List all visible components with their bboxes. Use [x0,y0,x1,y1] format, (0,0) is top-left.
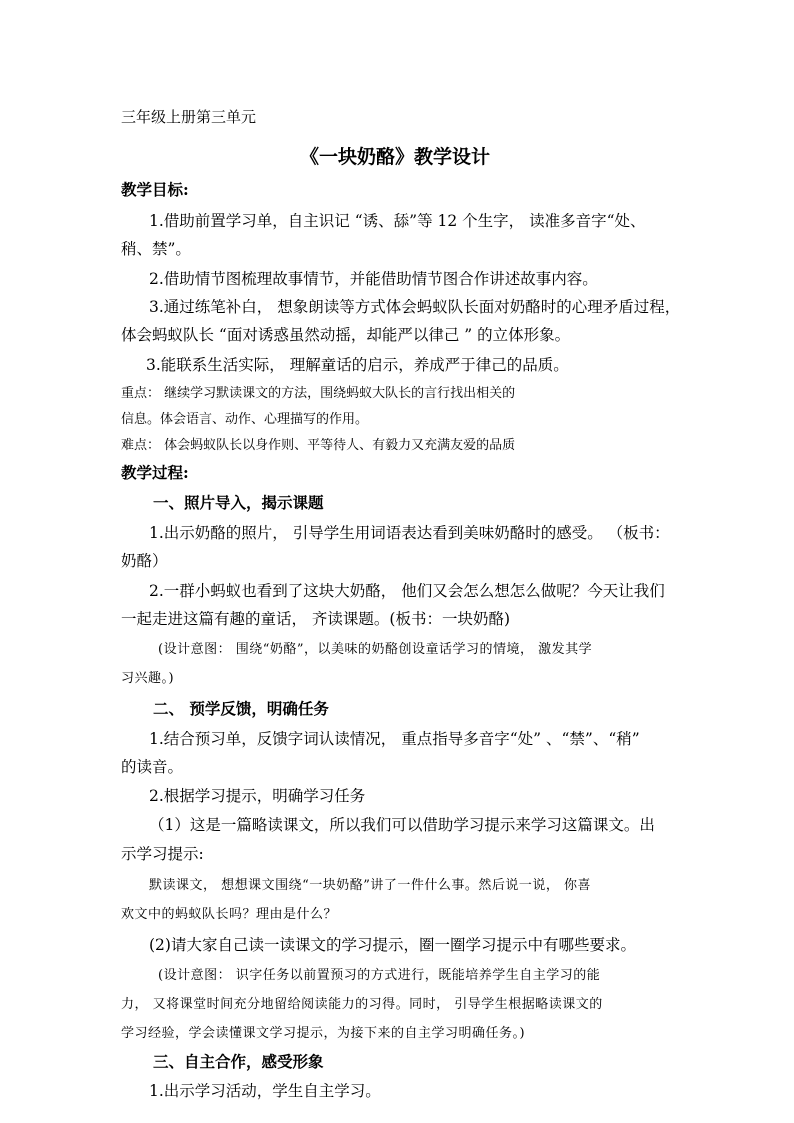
section-2-heading: 二、 预学反馈，明确任务 [153,699,329,718]
learning-tip-b: 欢文中的蚂蚁队长吗？理由是什么？ [121,907,338,922]
section-1-p2b: 一起走进这篇有趣的童话， 齐读课题。(板书：一块奶酪) [121,610,511,628]
section-3-heading: 三、自主合作，感受形象 [153,1052,324,1071]
section-2-p1b: 的读音。 [121,758,184,776]
section-2-note-a: (设计意图： 识字任务以前置预习的方式进行，既能培养学生自主学习的能 [158,968,601,983]
learning-tip-a: 默读课文， 想想课文围绕“一块奶酪”讲了一件什么事。然后说一说， 你喜 [149,878,592,893]
goal-line-1: 1.借助前置学习单，自主识记 “诱、舔”等 12 个生字， 读准多音字“处、 [149,212,646,230]
section-2-p3a: （1）这是一篇略读课文，所以我们可以借助学习提示来学习这篇课文。出 [149,816,655,834]
process-heading: 教学过程: [121,463,189,482]
section-2-note-b: 力， 又将课堂时间充分地留给阅读能力的习得。同时， 引导学生根据略读课文的 [121,997,603,1012]
goal-line-3: 2.借助情节图梳理故事情节，并能借助情节图合作讲述故事内容。 [149,270,598,288]
goal-line-2: 稍、禁”。 [121,240,191,258]
section-1-p1a: 1.出示奶酪的照片， 引导学生用词语表达看到美味奶酪时的感受。 （板书： [149,524,670,542]
difficulty-line: 难点： 体会蚂蚁队长以身作则、平等待人、有毅力又充满友爱的品质 [121,438,516,453]
section-1-note-b: 习兴趣。) [121,671,175,686]
section-2-p4: (2)请大家自己读一读课文的学习提示，圈一圈学习提示中有哪些要求。 [149,936,636,954]
section-2-p1a: 1.结合预习单，反馈字词认读情况， 重点指导多音字“处” 、“禁”、“稍” [149,730,640,748]
document-title: 《一块奶酪》教学设计 [300,146,491,168]
goal-line-4: 3.通过练笔补白， 想象朗读等方式体会蚂蚁队长面对奶酪时的心理矛盾过程， [149,298,681,316]
section-1-p1b: 奶酪） [121,552,168,570]
goal-line-6: 3.能联系生活实际， 理解童话的启示，养成严于律己的品质。 [146,356,569,374]
goals-heading: 教学目标: [121,180,189,199]
section-1-p2a: 2.一群小蚂蚁也看到了这块大奶酪， 他们又会怎么想怎么做呢？今天让我们 [149,582,665,600]
section-1-heading: 一、照片导入，揭示课题 [153,493,324,512]
section-2-p3b: 示学习提示: [121,845,204,863]
key-point-line-2: 信息。体会语言、动作、心理描写的作用。 [121,412,369,427]
section-3-p1: 1.出示学习活动，学生自主学习。 [149,1082,381,1100]
grade-unit-label: 三年级上册第三单元 [121,108,257,126]
key-point-line-1: 重点： 继续学习默读课文的方法，围绕蚂蚁大队长的言行找出相关的 [121,386,516,401]
section-2-note-c: 学习经验，学会读懂课文学习提示，为接下来的自主学习明确任务。) [121,1026,526,1041]
goal-line-5: 体会蚂蚁队长 “面对诱惑虽然动摇，却能严以律己 ” 的立体形象。 [121,326,571,344]
section-2-p2: 2.根据学习提示，明确学习任务 [149,787,366,805]
section-1-note-a: (设计意图： 围绕“奶酪”，以美味的奶酪创设童话学习的情境， 激发其学 [158,642,593,657]
